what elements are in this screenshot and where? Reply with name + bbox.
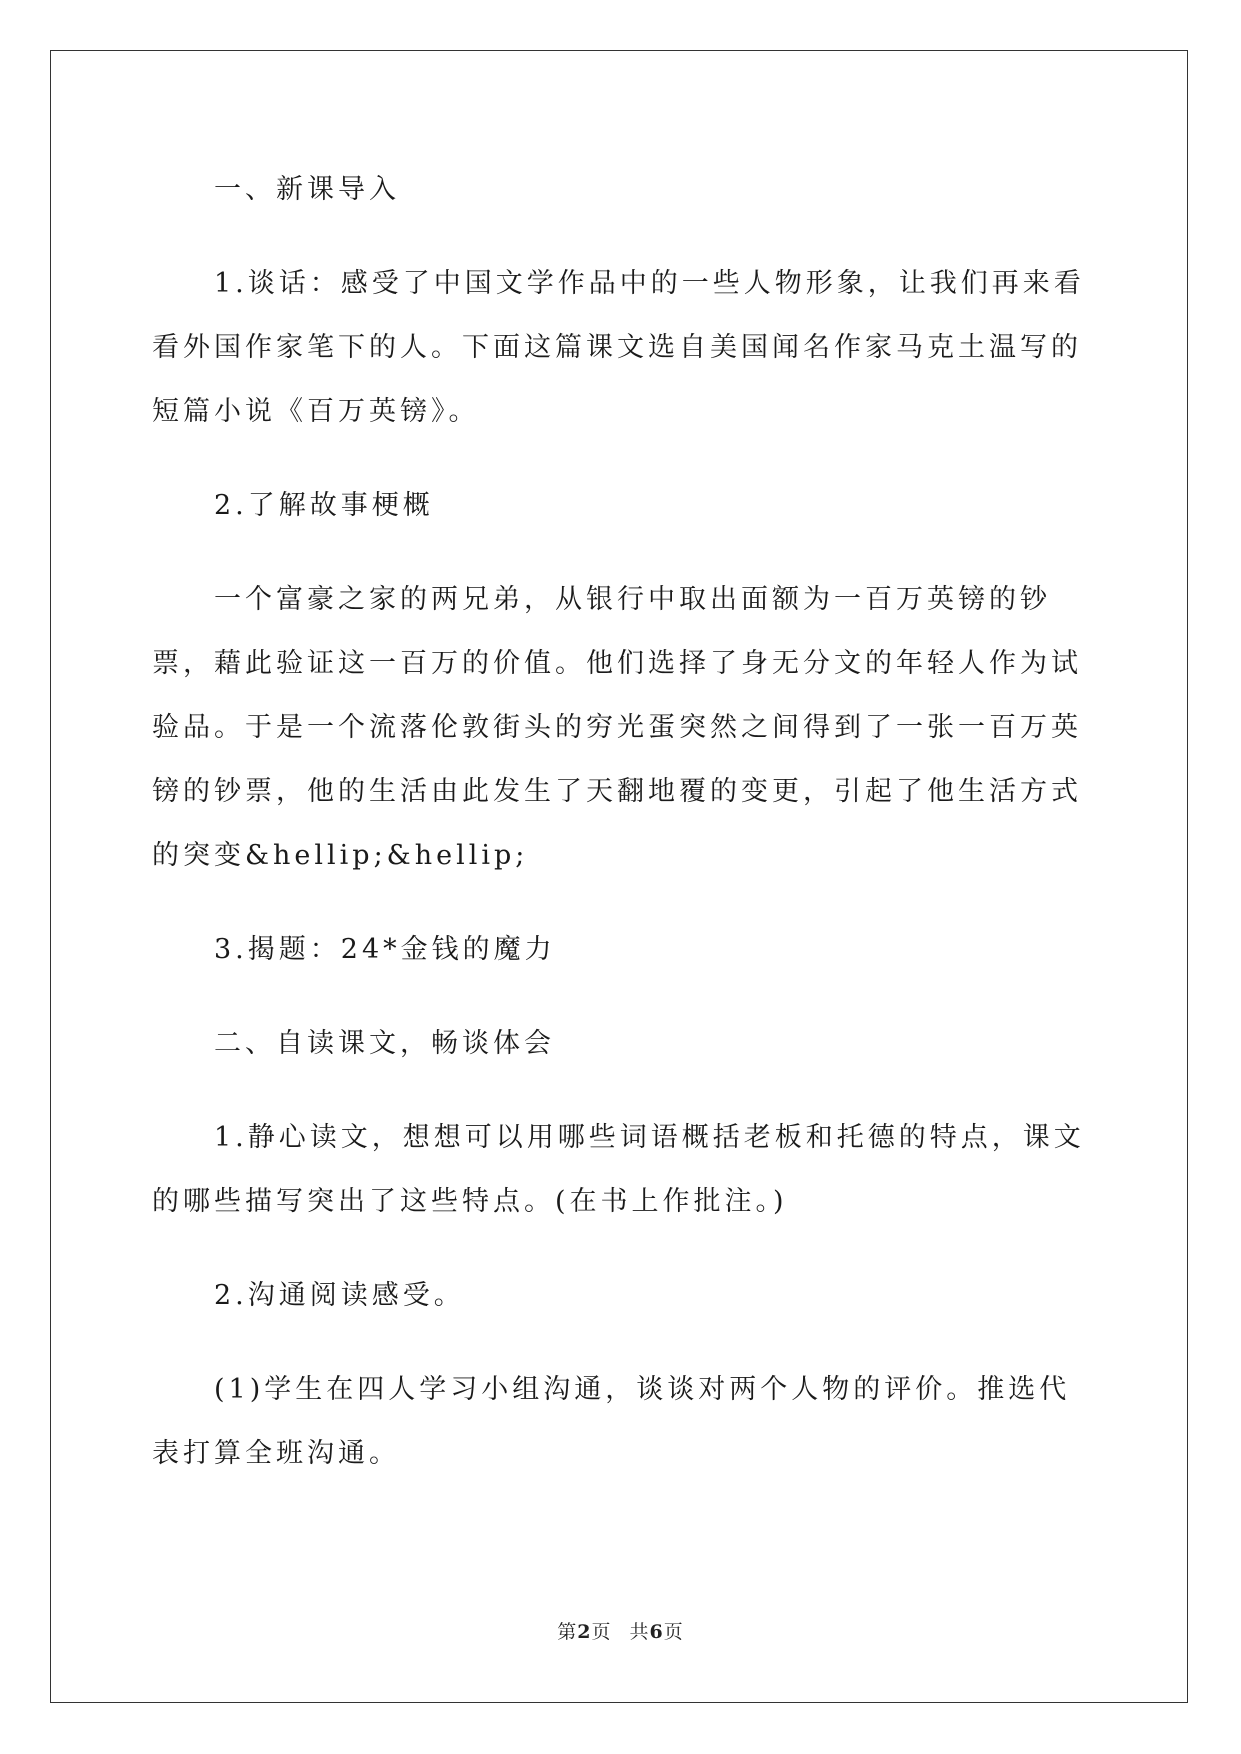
paragraph-group-discussion: (1)学生在四人学习小组沟通，谈谈对两个人物的评价。推选代表打算全班沟通。 [152,1374,1071,1469]
paragraph-story-outline-title: 2.了解故事梗概 [214,490,434,521]
paragraph-conversation: 1.谈话：感受了中国文学作品中的一些人物形象，让我们再来看看外国作家笔下的人。下面这篇课文选自美国闻名作家马克土温写的短篇小说《百万英镑》。 [152,268,1085,427]
paragraph-story-outline: 一个富豪之家的两兄弟，从银行中取出面额为一百万英镑的钞票，藉此验证这一百万的价值。他们选择了身无分文的年轻人作为试验品。于是一个流落伦敦街头的穷光蛋突然之间得到了一张一百万英镑的钞票，他的生活由此发生了天翻地覆的变更，引起了他生活方式的突变&hellip;&hellip; [152,584,1082,871]
paragraph-share-feelings: 2.沟通阅读感受。 [214,1280,465,1311]
current-page-number: 2 [577,1621,592,1643]
total-page-number: 6 [649,1621,664,1643]
paragraph-quiet-reading: 1.静心读文，想想可以用哪些词语概括老板和托德的特点，课文的哪些描写突出了这些特点。(在书上作批注。) [152,1122,1085,1217]
page-prefix: 第 [557,1621,578,1643]
total-prefix: 共 [629,1621,650,1643]
document-body [152,158,1092,1516]
heading-new-lesson: 一、新课导入 [214,174,400,205]
total-suffix: 页 [663,1621,684,1643]
page-suffix: 页 [591,1621,612,1643]
heading-self-reading: 二、自读课文，畅谈体会 [214,1028,555,1059]
paragraph-reveal-title: 3.揭题：24*金钱的魔力 [214,934,556,965]
page-footer [0,1617,1241,1644]
